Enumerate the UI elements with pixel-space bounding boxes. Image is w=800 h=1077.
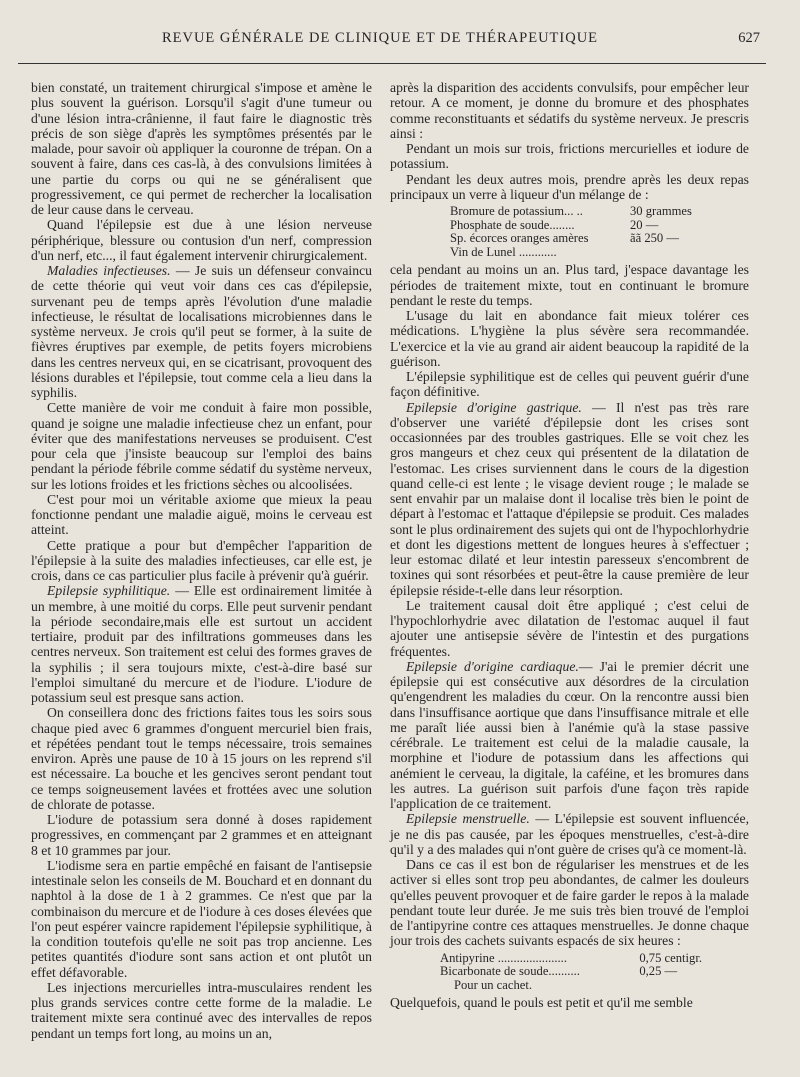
paragraph [390,811,749,857]
ingredient: Antipyrine ...................... [440,950,567,965]
paragraph: L'iodisme sera en partie empêché en faisant de l'antisepsie intestinale selon les conseils de M. Bouchard et en donnant du naphtol à la dose de 1 à 2 grammes. Ce n'est que par la combinaison du mercure et de l'iodure à ces doses élevées que l'on peut espérer vaincre rapidement l'épilepsie syphilitique, à la condition toutefois qu'elle ne soit pas trop ancienne. Les petites quantités d'iodure sont sans action et ont plutôt un effet défavorable. [31,857,372,980]
prescription-note: Pour un cachet. [454,977,532,992]
quantity: ãã 250 — [630,231,679,246]
paragraph: Pendant un mois sur trois, frictions mercurielles et iodure de potassium. [390,141,749,172]
paragraph: Les injections mercurielles intra-musculaires rendent les plus grands services contre cette forme de la maladie. Le traitement mixte sera continué avec des intervalles de repos pendant un temps fort long, au moins un an, [31,979,372,1041]
paragraph-text: — Il n'est pas très rare d'observer une variété d'épilepsie dont les crises sont occasionnées par des troubles gastriques. Elle se voit chez les gros mangeurs et chez ceux qui présentent de la dilatation de l'estomac. Les crises surviennent dans le cours de la digestion quand celle-ci est lente ; le visage devient rouge ; le malade se sent envahir par un malaise dont il localise très bien le point de départ à l'estomac et l'attaque d'épilepsie se produit. Ces malades sont le plus ordinairement des sujets qui ont de l'hypochlorhydrie et dont les digestions mettent de longues heures à s'effectuer ; leur estomac dilaté et leur intestin paresseux s'encombrent de toxines qui sont résorbées et peut-être la cause première de leur épilepsie réside-t-elle dans leur résorption. [390,399,750,598]
prescription-item [440,965,749,979]
prescription-item [450,205,749,219]
ingredient: Vin de Lunel ............ [450,244,557,259]
ingredient: Phosphate de soude........ [450,217,575,232]
paragraph: On conseillera donc des frictions faites tous les soirs sous chaque pied avec 6 grammes d'onguent mercuriel bien frais, et répétées pendant tout le temps nécessaire, trois semaines environ. Après une pause de 10 à 15 jours on les reprend s'il est nécessaire. La bouche et les gencives seront pendant tout ce temps soigneusement lavées et frottées avec une solution de chlorate de potasse. [31,705,372,812]
paragraph: cela pendant au moins un an. Plus tard, j'espace davantage les périodes de traitement mixte, tout en continuant le bromure pendant le reste du temps. [390,262,749,308]
paragraph: Cette manière de voir me conduit à faire mon possible, quand je soigne une maladie infectieuse chez un enfant, pour éviter que des manifestations nerveuses se produisent. C'est pour cela que j'insiste beaucoup sur l'emploi des bains pendant la période fébrile comme sédatif du système nerveux, sur les lotions froides et les frictions sèches ou alcoolisées. [31,400,372,492]
page-header [40,30,760,54]
paragraph-text: — J'ai le premier décrit une épilepsie qui est consécutive aux désordres de la circulation qu'engendrent les maladies du cœur. On la rencontre aussi bien dans l'insuffisance aortique que dans l'insuffisance mitrale et elle me paraît liée aussi bien à l'anémie qu'à la stase passive cérébrale. Le traitement est celui de la maladie causale, la morphine et l'iodure de potassium dans les affections qui anémient le cerveau, la digitale, la caféine, et les bromures dans les autres. La guérison suit parfois d'une façon très rapide l'application de ce traitement. [390,658,750,812]
paragraph: Le traitement causal doit être appliqué ; c'est celui de l'hypochlorhydrie avec dilatation de l'estomac auquel il faut ajouter une antisepsie sévère de l'intestin et des purgations fréquentes. [390,597,749,659]
running-title: REVUE GÉNÉRALE DE CLINIQUE ET DE THÉRAPEUTIQUE [161,30,599,46]
paragraph [31,263,372,400]
section-title: Epilepsie menstruelle. [406,811,530,827]
paragraph: L'épilepsie syphilitique est de celles qui peuvent guérir d'une façon définitive. [390,369,749,400]
prescription-item [450,219,749,233]
paragraph-text: — L'épilepsie est souvent influencée, je ne dis pas causée, par les époques menstruelles, c'est-à-dire qu'il y a des malades qui n'ont guère de crises qu'à ce moment-là. [390,811,749,857]
header-rule [18,63,766,64]
prescription-list [450,205,749,259]
quantity: 20 — [630,217,659,232]
prescription-item [450,232,749,246]
paragraph: L'iodure de potassium sera donné à doses rapidement progressives, en commençant par 2 grammes et en atteignant 8 et 10 grammes par jour. [31,812,372,858]
quantity: 0,75 centigr. [639,950,702,965]
paragraph: C'est pour moi un véritable axiome que mieux la peau fonctionne pendant une maladie aiguë, moins le cerveau est atteint. [31,491,372,538]
paragraph: bien constaté, un traitement chirurgical s'impose et amène le plus souvent la guérison. Lorsqu'il s'agit d'une tumeur ou d'une lésion intra-crânienne, il faut faire le diagnostic très précis de son siège d'après les symptômes présentés par le malade, pour savoir où appliquer la couronne de trépan. On a souvent à faire, dans ces cas-là, à des convulsions limitées à une partie du corps ou qui ne se généralisent que progressivement, ce qui permet de rechercher la localisation de leur cause dans le cerveau. [31,80,372,217]
prescription-item [440,952,749,966]
paragraph-text: — Je suis un défenseur convaincu de cette théorie qui veut voir dans ces cas d'épilepsie, survenant peu de temps après l'évolution d'une maladie infectieuse, le résultat de localisations microbiennes dans le système nerveux. Je crois qu'il peut se former, à la suite de fièvres éruptives par exemple, de petits foyers microbiens dans les centres nerveux qui, en se cicatrisant, provoquent des lésions durables et l'épilepsie, tout comme cela a lieu dans la syphilis. [31,263,372,400]
section-title: Epilepsie d'origine gastrique. [406,399,582,415]
page-number: 627 [738,30,760,46]
quantity: 30 grammes [630,204,692,218]
prescription-list [440,952,749,993]
left-column [31,80,372,1041]
paragraph-text: — Elle est ordinairement limitée à un membre, à une moitié du corps. Elle peut survenir pendant la période secondaire,mais elle est surtout un accident tertiaire, produit par des infiltrations gommeuses dans les centres nerveux. Son traitement est celui des formes graves de la syphilis ; il sera toujours mixte, c'est-à-dire basé sur l'emploi simultané du mercure et de l'iodure. L'iodure de potassium seul est presque sans action. [31,583,372,705]
right-column [390,80,749,1011]
section-title: Epilepsie d'origine cardiaque. [406,658,579,674]
paragraph [31,583,372,705]
paragraph [390,400,749,598]
prescription-item [450,246,749,260]
quantity [630,246,740,260]
paragraph: Pendant les deux autres mois, prendre après les deux repas principaux un verre à liqueur d'un mélange de : [390,171,749,202]
paragraph: L'usage du lait en abondance fait mieux tolérer ces médications. L'hygiène la plus sévère sera recommandée. L'exercice et la vie au grand air aident beaucoup la rapidité de la guérison. [390,308,749,369]
paragraph: après la disparition des accidents convulsifs, pour empêcher leur retour. A ce moment, je donne du bromure et des phosphates comme reconstituants et sédatifs du système nerveux. Je prescris ainsi : [390,80,749,141]
paragraph [390,659,749,812]
ingredient: Sp. écorces oranges amères [450,231,589,246]
ingredient: Bicarbonate de soude.......... [440,964,580,979]
paragraph: Quelquefois, quand le pouls est petit et qu'il me semble [390,995,693,1011]
quantity: 0,25 — [639,964,678,979]
paragraph: Cette pratique a pour but d'empêcher l'apparition de l'épilepsie à la suite des maladies infectieuses, car elle est, je crois, dans ce cas particulier plus facile à prévenir qu'à guérir. [31,537,372,583]
ingredient: Bromure de potassium... .. [450,204,583,218]
paragraph: Quand l'épilepsie est due à une lésion nerveuse périphérique, blessure ou contusion d'un nerf, compression d'un nerf, etc..., il faut également intervenir chirurgicalement. [31,217,372,263]
section-title: Epilepsie syphilitique. [47,583,171,599]
section-title: Maladies infectieuses. [47,263,171,278]
paragraph: Dans ce cas il est bon de régulariser les menstrues et de les activer si elles sont trop peu abondantes, de calmer les douleurs qu'elles peuvent provoquer et de faire garder le repos à la malade pendant toute leur durée. Je me suis très bien trouvé de l'emploi de l'antipyrine contre ces attaques menstruelles. Je donne chaque jour trois des cachets suivants espacés de six heures : [390,857,749,949]
